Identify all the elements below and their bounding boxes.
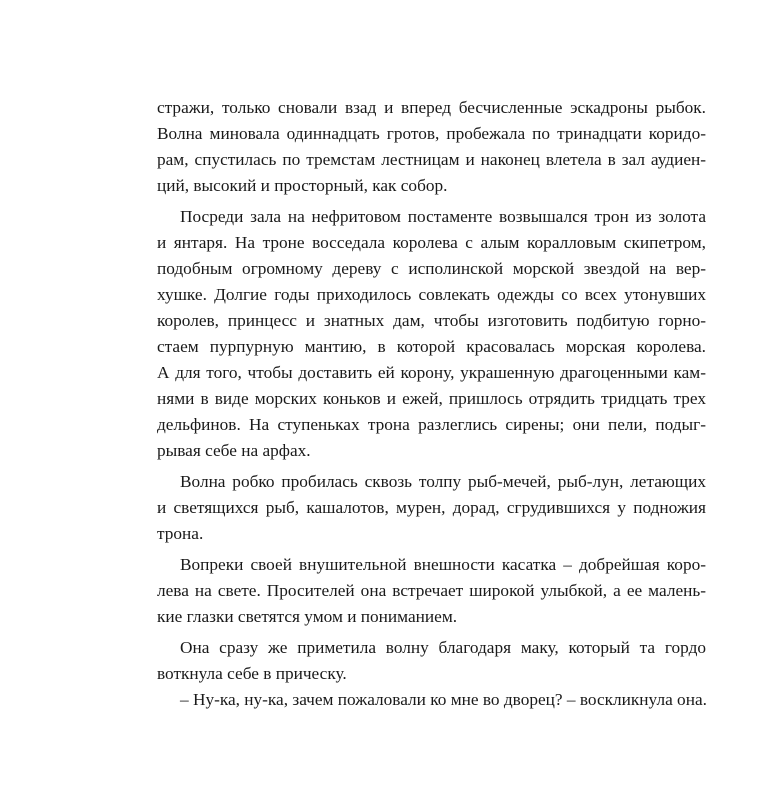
text-line: ций, высокий и просторный, как собор. [157, 176, 448, 195]
text-line: трона. [157, 524, 204, 543]
text-line: А для того, чтобы доставить ей корону, украшенную драгоценными кам- [157, 363, 706, 382]
text-line: нями в виде морских коньков и ежей, пришлось отрядить тридцать трех [157, 389, 706, 408]
text-line: подобным огромному дереву с исполинской морской звездой на вер- [157, 259, 706, 278]
text-line: Она сразу же приметила волну благодаря маку, который та гордо [180, 638, 706, 657]
body-text [157, 95, 706, 713]
text-line: стражи, только сновали взад и вперед бесчисленные эскадроны рыбок. [157, 98, 706, 117]
text-line: рам, спустилась по тремстам лестницам и наконец влетела в зал аудиен- [157, 150, 706, 169]
text-line: и светящихся рыб, кашалотов, мурен, дорад, сгрудившихся у подножия [157, 498, 706, 517]
text-line: Посреди зала на нефритовом постаменте возвышался трон из золота [180, 207, 706, 226]
text-line: воткнула себе в прическу. [157, 664, 347, 683]
text-line: дельфинов. На ступеньках трона разлеглись сирены; они пели, подыг- [157, 415, 706, 434]
text-line: королев, принцесс и знатных дам, чтобы изготовить подбитую горно- [157, 311, 706, 330]
text-line: стаем пурпурную мантию, в которой красовалась морская королева. [157, 337, 706, 356]
text-line: рывая себе на арфах. [157, 441, 311, 460]
text-line: Волна робко пробилась сквозь толпу рыб-мечей, рыб-лун, летающих [180, 472, 706, 491]
text-line: лева на свете. Просителей она встречает широкой улыбкой, а ее малень- [157, 581, 706, 600]
text-line: и янтаря. На троне восседала королева с алым коралловым скипетром, [157, 233, 706, 252]
dialogue-line: – Ну-ка, ну-ка, зачем пожаловали ко мне во дворец? – воскликнула она. [180, 690, 707, 709]
text-line: Вопреки своей внушительной внешности касатка – добрейшая коро- [180, 555, 706, 574]
text-line: Волна миновала одиннадцать гротов, пробежала по тринадцати коридо- [157, 124, 706, 143]
text-line: хушке. Долгие годы приходилось совлекать одежды со всех утонувших [157, 285, 706, 304]
text-line: кие глазки светятся умом и пониманием. [157, 607, 458, 626]
